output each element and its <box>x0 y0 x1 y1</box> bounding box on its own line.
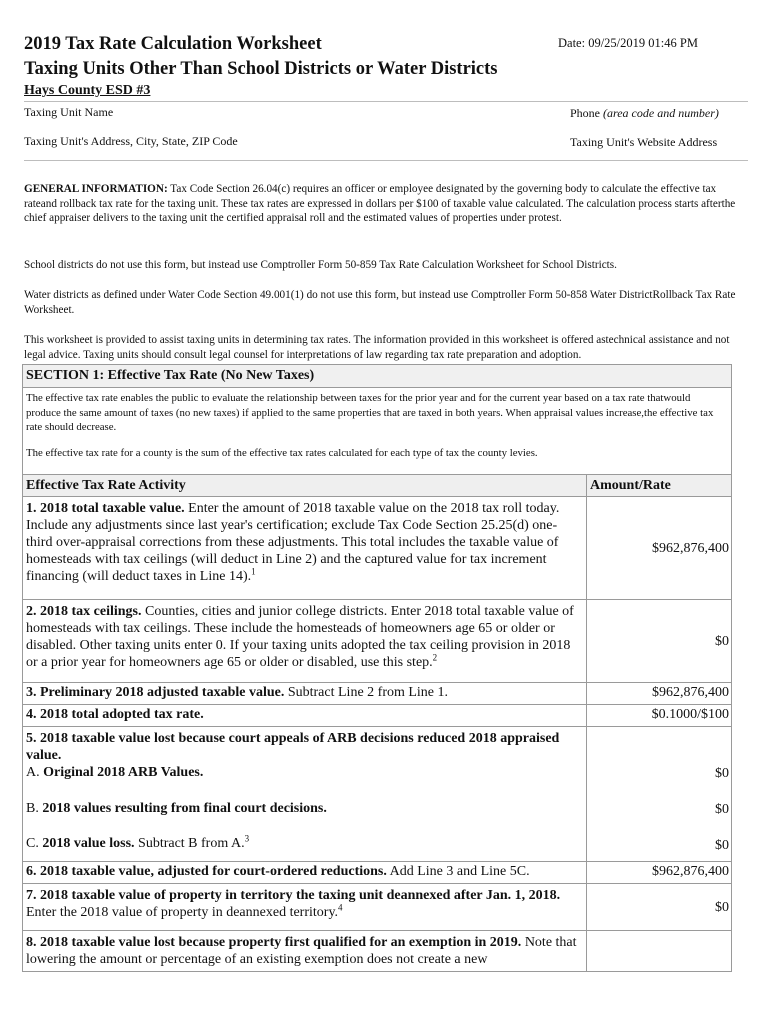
unit-name-label: Taxing Unit Name <box>24 105 114 119</box>
line1-amount: $962,876,400 <box>587 497 732 600</box>
table-row <box>23 497 732 600</box>
line6-description: 6. 2018 taxable value, adjusted for court-ordered reductions. Add Line 3 and Line 5C. <box>23 862 587 884</box>
line2-description: 2. 2018 tax ceilings. Counties, cities and junior college districts. Enter 2018 total taxable value of homesteads with tax ceilings. These include the homesteads of homeowners age 65 or older or disabled. Other taxing units enter 0. If your taxing units adopted the tax ceiling provision in 2018 or a prior year for homeowners age 65 or older or disabled, use this step.$^2$ <box>23 600 587 683</box>
table-header-row <box>23 475 732 497</box>
general-info-school: School districts do not use this form, but instead use Comptroller Form 50-859 Tax Rate Calculation Worksheet for School Districts. <box>24 259 617 271</box>
line8-amount <box>587 931 732 972</box>
line5a-text: A. Original 2018 ARB Values. <box>26 765 204 780</box>
form-date: Date: 09/25/2019 01:46 PM <box>558 36 698 50</box>
form-title: 2019 Tax Rate Calculation Worksheet <box>24 34 322 54</box>
section1-intro <box>22 387 732 475</box>
section1-intro-p1: The effective tax rate enables the public to evaluate the relationship between taxes for the prior year and for the current year based on a tax rate thatwould produce the same amount of taxes (no new taxes) if applied to the same properties that are taxed in both years. When appraisal values increase,the effective tax rate should decrease. <box>26 392 714 433</box>
col-amount-header: Amount/Rate <box>587 475 732 497</box>
general-info-water: Water districts as defined under Water Code Section 49.001(1) do not use this form, but instead use Comptroller Form 50-858 Water DistrictRollback Tax Rate Worksheet. <box>24 289 736 316</box>
worksheet-table <box>22 474 732 972</box>
line5-description: 5. 2018 taxable value lost because court appeals of ARB decisions reduced 2018 appraised value. A. Original 2018 ARB Values. B. 2018 values resulting from final court decisions. C. 2018 value loss. Subtract B from A.$^3$ <box>23 727 587 862</box>
line5b-text: B. 2018 values resulting from final court decisions. <box>26 801 327 816</box>
line5b-amount: $0 <box>715 802 729 817</box>
line5c-text: C. 2018 value loss. Subtract B from A.$^3$ <box>26 833 250 851</box>
table-row <box>23 727 732 862</box>
divider <box>24 101 748 102</box>
section1-intro-p2: The effective tax rate for a county is the sum of the effective tax rates calculated for each type of tax the county levies. <box>26 446 538 459</box>
table-row <box>23 683 732 705</box>
line4-description: 4. 2018 total adopted tax rate. <box>23 705 587 727</box>
line1-description: 1. 2018 total taxable value. Enter the amount of 2018 taxable value on the 2018 tax roll today. Include any adjustments since last year's certification; exclude Tax Code Section 25.25(d) one-third over-appraisal corrections from these adjustments. This total includes the taxable value of homesteads with tax ceilings (will deduct in Line 2) and the captured value for tax increment financing (will deduct taxes in Line 14).$^1$ <box>23 497 587 600</box>
table-row <box>23 600 732 683</box>
table-row <box>23 705 732 727</box>
line6-amount: $962,876,400 <box>587 862 732 884</box>
phone-label: Phone (area code and number) <box>570 106 719 120</box>
divider <box>24 160 748 161</box>
line4-amount: $0.1000/$100 <box>587 705 732 727</box>
form-subtitle: Taxing Units Other Than School Districts or Water Districts <box>24 59 498 79</box>
website-label: Taxing Unit's Website Address <box>570 135 718 149</box>
table-row <box>23 862 732 884</box>
line8-description: 8. 2018 taxable value lost because property first qualified for an exemption in 2019. Note that lowering the amount or percentage of an existing exemption does not create a new <box>23 931 587 972</box>
line5a-amount: $0 <box>715 766 729 781</box>
line2-amount: $0 <box>587 600 732 683</box>
taxing-unit-name: Hays County ESD #3 <box>24 83 151 98</box>
line3-amount: $962,876,400 <box>587 683 732 705</box>
line3-description: 3. Preliminary 2018 adjusted taxable value. Subtract Line 2 from Line 1. <box>23 683 587 705</box>
section1-heading: SECTION 1: Effective Tax Rate (No New Taxes) <box>22 364 732 388</box>
col-activity-header: Effective Tax Rate Activity <box>23 475 587 497</box>
line7-description: 7. 2018 taxable value of property in territory the taxing unit deannexed after Jan. 1, 2018. Enter the 2018 value of property in deannexed territory.$^4$ <box>23 884 587 931</box>
line5c-amount: $0 <box>715 838 729 853</box>
general-info-paragraph: GENERAL INFORMATION: Tax Code Section 26.04(c) requires an officer or employee designated by the governing body to calculate the effective tax rateand rollback tax rate for the taxing unit. These tax rates are expressed in dollars per $100 of taxable value calculated. The calculation process starts afterthe chief appraiser delivers to the taxing unit the certified appraisal roll and the estimated values of properties under protest. <box>24 183 736 224</box>
line7-amount: $0 <box>587 884 732 931</box>
line5-amounts <box>587 727 732 862</box>
table-row <box>23 931 732 972</box>
table-row <box>23 884 732 931</box>
address-label: Taxing Unit's Address, City, State, ZIP Code <box>24 134 238 148</box>
general-info-disclaimer: This worksheet is provided to assist taxing units in determining tax rates. The information provided in this worksheet is offered astechnical assistance and not legal advice. Taxing units should consult legal counsel for interpretations of law regarding tax rate preparation and adoption. <box>24 334 730 361</box>
